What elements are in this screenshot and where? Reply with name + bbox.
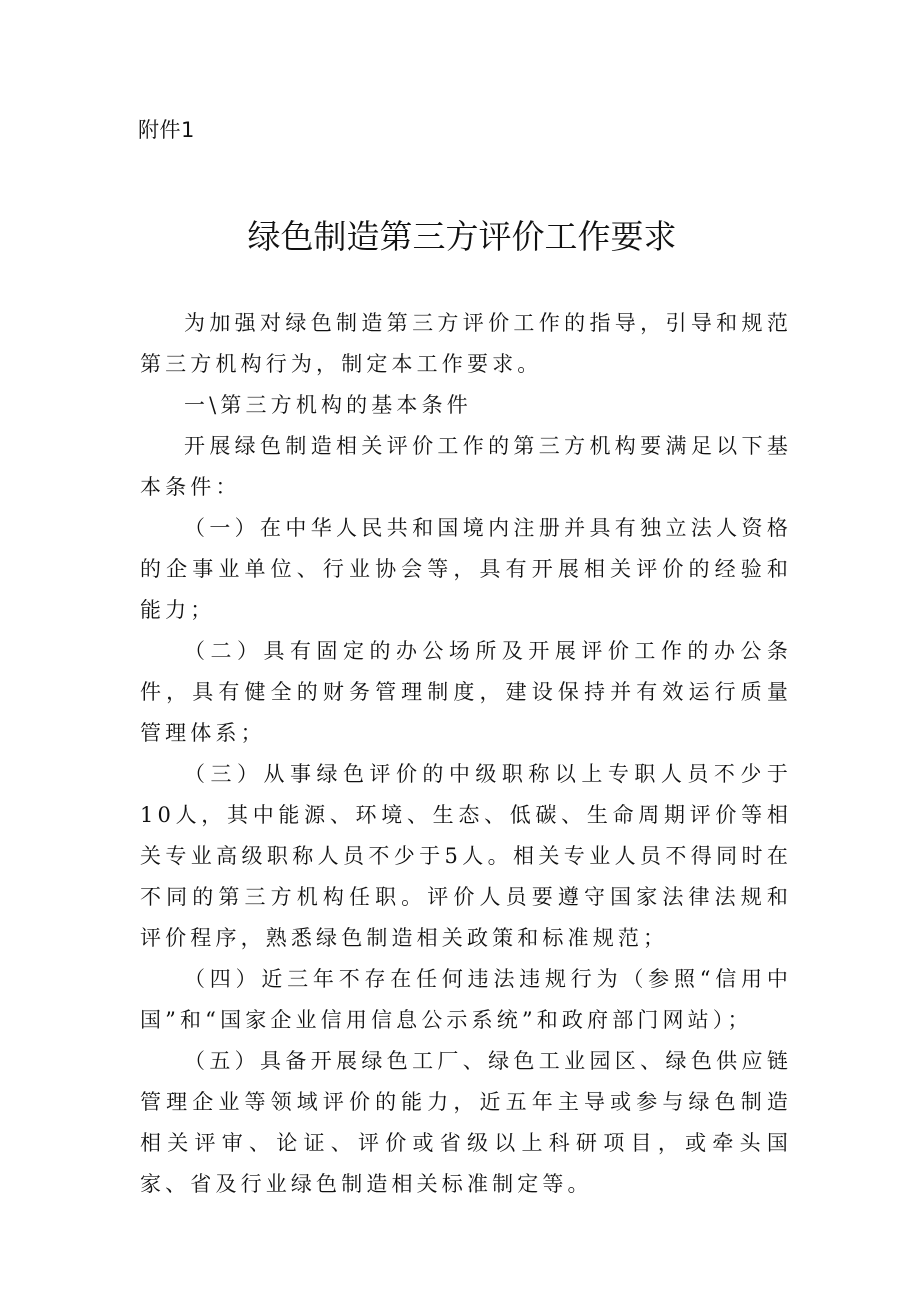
- section-lead-paragraph: 开展绿色制造相关评价工作的第三方机构要满足以下基本条件：: [140, 434, 792, 499]
- document-title: 绿色制造第三方评价工作要求: [247, 217, 677, 256]
- condition-item-2: （二）具有固定的办公场所及开展评价工作的办公条件，具有健全的财务管理制度，建设保持并有效运行质量管理体系；: [140, 639, 792, 745]
- condition-item-5: （五）具备开展绿色工厂、绿色工业园区、绿色供应链管理企业等领域评价的能力，近五年主导或参与绿色制造相关评审、论证、评价或省级以上科研项目，或牵头国家、省及行业绿色制造相关标准制定等。: [140, 1049, 792, 1196]
- section-heading: 一\第三方机构的基本条件: [184, 393, 472, 417]
- intro-paragraph: 为加强对绿色制造第三方评价工作的指导，引导和规范第三方机构行为，制定本工作要求。: [140, 311, 792, 376]
- condition-item-1: （一）在中华人民共和国境内注册并具有独立法人资格的企事业单位、行业协会等，具有开展相关评价的经验和能力；: [140, 516, 792, 622]
- attachment-label: 附件1: [138, 118, 195, 142]
- condition-item-3: （三）从事绿色评价的中级职称以上专职人员不少于10人，其中能源、环境、生态、低碳、生命周期评价等相关专业高级职称人员不少于5人。相关专业人员不得同时在不同的第三方机构任职。评价人员要遵守国家法律法规和评价程序，熟悉绿色制造相关政策和标准规范；: [140, 762, 792, 950]
- document-body: [140, 303, 792, 1205]
- condition-item-4: （四）近三年不存在任何违法违规行为（参照“信用中国”和“国家企业信用信息公示系统”和政府部门网站）；: [140, 967, 792, 1032]
